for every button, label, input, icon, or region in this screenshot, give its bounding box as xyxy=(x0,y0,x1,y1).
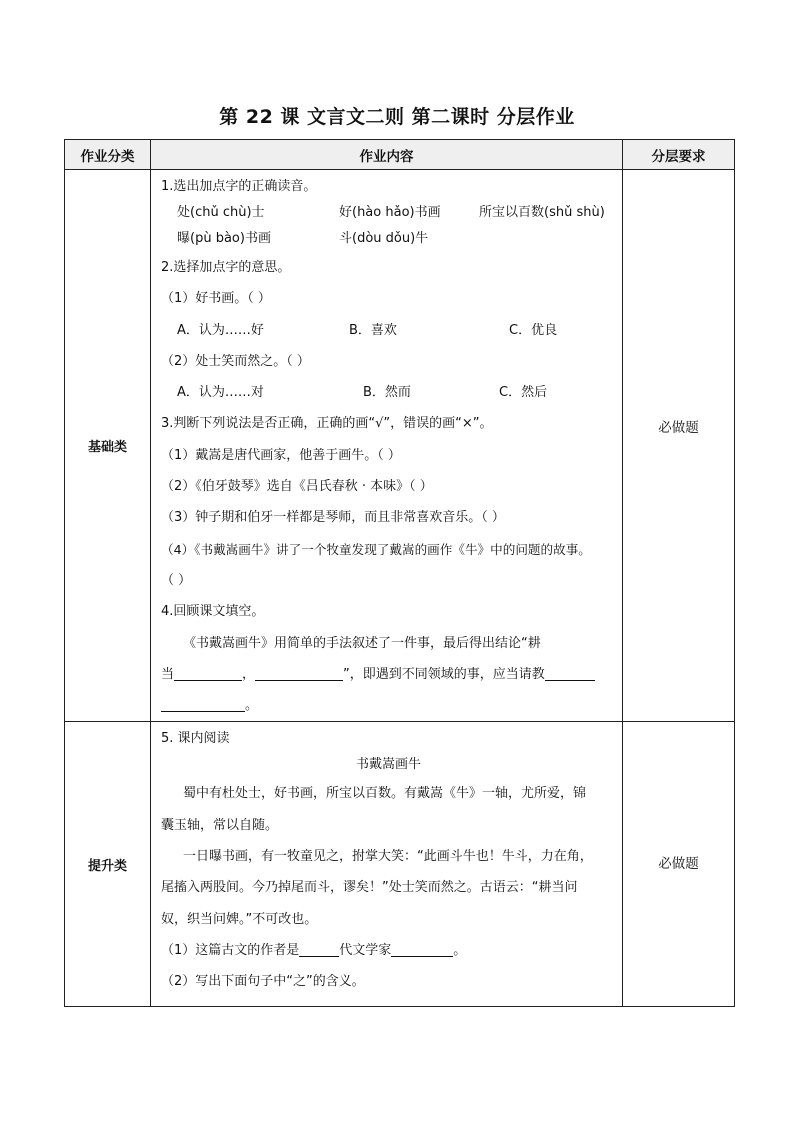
header-content: 作业内容 xyxy=(151,140,623,170)
answer-blank[interactable] xyxy=(174,664,242,681)
q5-sub2: （2）写出下面句子中“之”的含义。 xyxy=(161,974,365,990)
requirement-advanced: 必做题 xyxy=(623,722,735,1007)
q2-option-c: C．优良 xyxy=(509,322,558,338)
q3-item: （ ） xyxy=(161,572,192,588)
q3-item: （4）《书戴嵩画牛》讲了一个牧童发现了戴嵩的画作《牛》中的问题的故事。 xyxy=(161,541,591,557)
q3-item: （2）《伯牙鼓琴》选自《吕氏春秋 · 本味》（ ） xyxy=(161,479,433,495)
q2-sub2: （2）处士笑而然之。（ ） xyxy=(161,353,310,369)
q2-option-a: A．认为……好 xyxy=(177,322,264,338)
table-row-advanced xyxy=(65,722,735,1007)
answer-blank[interactable] xyxy=(299,940,339,957)
q2-option-a: A．认为……对 xyxy=(177,385,264,401)
category-basic: 基础类 xyxy=(65,170,151,722)
page-title: 第 22 课 文言文二则 第二课时 分层作业 xyxy=(219,106,575,128)
homework-table xyxy=(64,139,735,1007)
q4-text: ， xyxy=(242,666,256,682)
passage-line: 尾搐入两股间。今乃掉尾而斗，谬矣！”处士笑而然之。古语云：“耕当问 xyxy=(161,880,578,896)
q3-item: （1）戴嵩是唐代画家，他善于画牛。（ ） xyxy=(161,447,401,463)
passage-line: 奴，织当问婢。”不可改也。 xyxy=(161,911,318,927)
q2-option-c: C．然后 xyxy=(499,385,548,401)
q5-sub1 xyxy=(161,935,616,966)
header-category: 作业分类 xyxy=(65,140,151,170)
q2-sub1-options xyxy=(161,315,616,346)
requirement-basic: 必做题 xyxy=(623,170,735,722)
q3-stem: 3.判断下列说法是否正确，正确的画“√”，错误的画“×”。 xyxy=(161,416,493,432)
q4-text: 。 xyxy=(245,698,259,714)
q4-line1: 《书戴嵩画牛》用简单的手法叙述了一件事，最后得出结论“耕 xyxy=(183,635,541,651)
q1-row1 xyxy=(161,200,616,226)
q2-option-b: B．然而 xyxy=(363,385,411,401)
q1-option: 好(hào hǎo)书画 xyxy=(339,205,441,220)
answer-blank[interactable] xyxy=(161,695,245,712)
table-row-basic xyxy=(65,170,735,722)
header-requirement: 分层要求 xyxy=(623,140,735,170)
q2-option-b: B．喜欢 xyxy=(349,322,397,338)
q5-label: 5. 课内阅读 xyxy=(161,731,230,747)
passage-line: 囊玉轴，常以自随。 xyxy=(161,817,279,833)
q5-text: 。 xyxy=(453,942,467,958)
category-advanced: 提升类 xyxy=(65,722,151,1007)
q4-text: ”，即遇到不同领域的事，应当请教 xyxy=(343,666,545,682)
passage-line: 一日曝书画，有一牧童见之，拊掌大笑：“此画斗牛也！牛斗，力在角， xyxy=(183,849,593,865)
q2-sub2-options xyxy=(161,377,616,408)
q1-option: 处(chǔ chù)士 xyxy=(177,205,265,220)
q1-row2 xyxy=(161,226,616,252)
q4-line2 xyxy=(161,659,616,690)
q4-line3 xyxy=(161,690,616,721)
q5-text: （1）这篇古文的作者是 xyxy=(161,942,300,958)
q1-option: 斗(dòu dǒu)牛 xyxy=(339,231,429,246)
answer-blank[interactable] xyxy=(255,664,343,681)
content-basic xyxy=(151,170,623,722)
q2-stem: 2.选择加点字的意思。 xyxy=(161,260,291,275)
passage-title: 书戴嵩画牛 xyxy=(355,757,421,773)
q2-sub1: （1）好书画。（ ） xyxy=(161,291,271,307)
table-header-row xyxy=(65,140,735,170)
q4-stem: 4.回顾课文填空。 xyxy=(161,604,265,620)
answer-blank[interactable] xyxy=(545,664,595,681)
q3-item: （3）钟子期和伯牙一样都是琴师，而且非常喜欢音乐。（ ） xyxy=(161,510,505,526)
content-advanced xyxy=(151,722,623,1007)
q4-text: 当 xyxy=(161,666,175,682)
q1-option: 曝(pù bào)书画 xyxy=(177,231,271,246)
passage-line: 蜀中有杜处士，好书画，所宝以百数。有戴嵩《牛》一轴，尤所爱，锦 xyxy=(183,786,587,802)
q1-stem: 1.选出加点字的正确读音。 xyxy=(161,179,317,194)
q1-option: 所宝以百数(shǔ shù) xyxy=(479,205,605,220)
answer-blank[interactable] xyxy=(391,940,453,957)
q5-text: 代文学家 xyxy=(339,942,392,958)
